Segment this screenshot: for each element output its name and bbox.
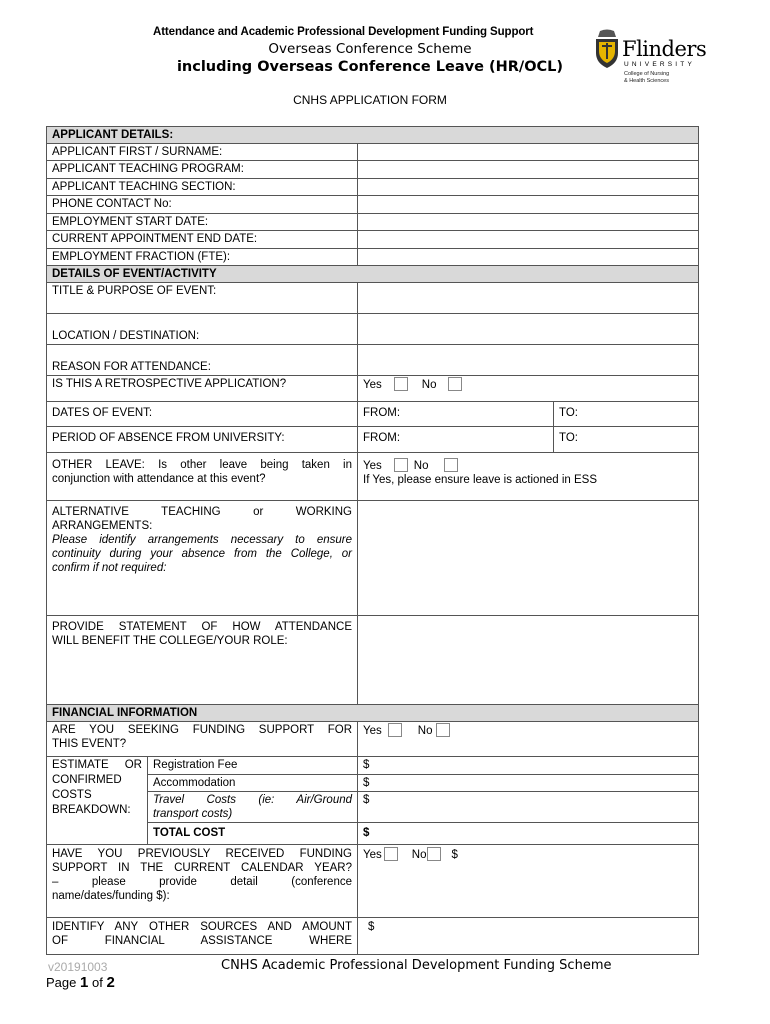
- teaching-program-input[interactable]: [358, 161, 699, 179]
- funding-support-options: Yes No: [358, 722, 699, 757]
- other-leave-no-checkbox[interactable]: [444, 458, 458, 472]
- fte-input[interactable]: [358, 249, 699, 266]
- field-label: PHONE CONTACT No:: [47, 196, 358, 214]
- header-line-2: Overseas Conference Scheme: [268, 41, 472, 57]
- funding-no-checkbox[interactable]: [436, 723, 450, 737]
- header-line-1: Attendance and Academic Professional Development Funding Support: [153, 26, 534, 38]
- logo-university: UNIVERSITY: [624, 61, 696, 68]
- other-sources-label: IDENTIFY ANY OTHER SOURCES AND AMOUNT OF FINANCIAL ASSISTANCE WHERE: [47, 918, 358, 955]
- benefit-statement-input[interactable]: [358, 616, 699, 705]
- total-cost-input[interactable]: $: [358, 823, 699, 845]
- field-label: IS THIS A RETROSPECTIVE APPLICATION?: [47, 376, 358, 402]
- location-input[interactable]: [358, 314, 699, 345]
- absence-from-input[interactable]: FROM:: [358, 427, 554, 453]
- other-leave-yes-checkbox[interactable]: [394, 458, 408, 472]
- retrospective-yes-checkbox[interactable]: [394, 377, 408, 391]
- previous-yes-checkbox[interactable]: [384, 847, 398, 861]
- accommodation-input[interactable]: $: [358, 775, 699, 792]
- crest-icon: [594, 29, 620, 69]
- end-date-input[interactable]: [358, 231, 699, 249]
- field-label: REASON FOR ATTENDANCE:: [47, 345, 358, 376]
- application-form-table: [46, 126, 699, 955]
- cost-item-label: Registration Fee: [148, 757, 358, 775]
- flinders-logo: [594, 27, 707, 87]
- retrospective-no-checkbox[interactable]: [448, 377, 462, 391]
- registration-fee-input[interactable]: $: [358, 757, 699, 775]
- field-label: APPLICANT TEACHING PROGRAM:: [47, 161, 358, 179]
- total-cost-label: TOTAL COST: [148, 823, 358, 845]
- event-details-heading: DETAILS OF EVENT/ACTIVITY: [47, 266, 699, 283]
- applicant-details-heading: APPLICANT DETAILS:: [47, 127, 699, 144]
- field-label: EMPLOYMENT FRACTION (FTE):: [47, 249, 358, 266]
- form-title: CNHS APPLICATION FORM: [293, 93, 447, 107]
- start-date-input[interactable]: [358, 214, 699, 231]
- footer-title: CNHS Academic Professional Development Funding Scheme: [221, 958, 612, 973]
- cost-item-label: Travel Costs (ie: Air/Ground transport costs): [148, 792, 358, 823]
- logo-wordmark: Flinders: [622, 37, 707, 61]
- field-label: LOCATION / DESTINATION:: [47, 314, 358, 345]
- field-label: DATES OF EVENT:: [47, 402, 358, 427]
- benefit-statement-label: PROVIDE STATEMENT OF HOW ATTENDANCE WILL BENEFIT THE COLLEGE/YOUR ROLE:: [47, 616, 358, 705]
- previous-funding-options: Yes No $: [358, 845, 699, 918]
- cost-breakdown-label: ESTIMATE OR CONFIRMED COSTS BREAKDOWN:: [47, 757, 148, 845]
- previous-no-checkbox[interactable]: [427, 847, 441, 861]
- other-sources-input[interactable]: $: [358, 918, 699, 955]
- absence-to-input[interactable]: TO:: [554, 427, 699, 453]
- field-label: APPLICANT TEACHING SECTION:: [47, 179, 358, 196]
- applicant-name-input[interactable]: [358, 144, 699, 161]
- other-leave-label: OTHER LEAVE: Is other leave being taken in conjunction with attendance at this event?: [47, 453, 358, 501]
- event-from-input[interactable]: FROM:: [358, 402, 554, 427]
- funding-support-label: ARE YOU SEEKING FUNDING SUPPORT FOR THIS EVENT?: [47, 722, 358, 757]
- funding-yes-checkbox[interactable]: [388, 723, 402, 737]
- header-line-3: including Overseas Conference Leave (HR/OCL): [176, 59, 564, 75]
- event-to-input[interactable]: TO:: [554, 402, 699, 427]
- logo-college: College of Nursing & Health Sciences: [624, 71, 670, 84]
- field-label: PERIOD OF ABSENCE FROM UNIVERSITY:: [47, 427, 358, 453]
- field-label: TITLE & PURPOSE OF EVENT:: [47, 283, 358, 314]
- title-purpose-input[interactable]: [358, 283, 699, 314]
- field-label: APPLICANT FIRST / SURNAME:: [47, 144, 358, 161]
- phone-input[interactable]: [358, 196, 699, 214]
- version-label: v20191003: [48, 960, 108, 974]
- field-label: CURRENT APPOINTMENT END DATE:: [47, 231, 358, 249]
- page-number: Page 1 of 2: [46, 974, 115, 991]
- teaching-section-input[interactable]: [358, 179, 699, 196]
- field-label: EMPLOYMENT START DATE:: [47, 214, 358, 231]
- financial-info-heading: FINANCIAL INFORMATION: [47, 705, 699, 722]
- previous-funding-label: HAVE YOU PREVIOUSLY RECEIVED FUNDING SUPPORT IN THE CURRENT CALENDAR YEAR? – please provide detail (conference name/dates/funding $):: [47, 845, 358, 918]
- travel-costs-input[interactable]: $: [358, 792, 699, 823]
- cost-item-label: Accommodation: [148, 775, 358, 792]
- retrospective-options: Yes No: [358, 376, 699, 402]
- alternative-arrangements-input[interactable]: [358, 501, 699, 616]
- alternative-arrangements-label: ALTERNATIVE TEACHING or WORKING ARRANGEMENTS: Please identify arrangements necessary to ensure continuity during your absence from the College, or confirm if not required:: [47, 501, 358, 616]
- other-leave-options: Yes No If Yes, please ensure leave is actioned in ESS: [358, 453, 699, 501]
- reason-input[interactable]: [358, 345, 699, 376]
